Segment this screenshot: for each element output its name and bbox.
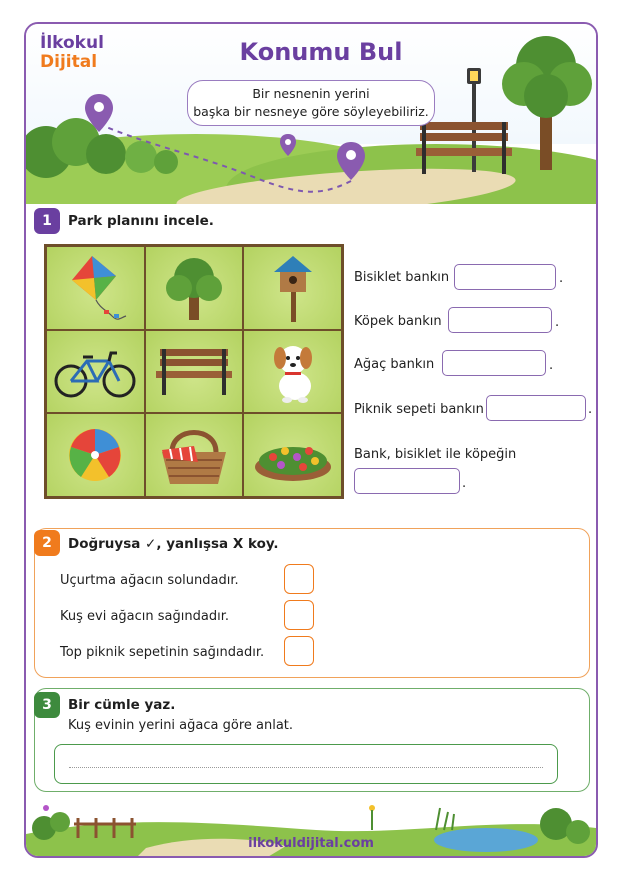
question4-end: .	[588, 402, 593, 417]
question3-text: Ağaç bankın	[354, 357, 435, 372]
question1-end: .	[559, 271, 564, 286]
statement2-checkbox[interactable]	[284, 600, 314, 630]
section1-title: Park planını incele.	[68, 213, 214, 229]
section3-prompt: Kuş evinin yerini ağaca göre anlat.	[68, 718, 294, 733]
page-title: Konumu Bul	[239, 38, 403, 66]
worksheet-page	[24, 22, 598, 858]
question5-text: Bank, bisiklet ile köpeğin	[354, 447, 517, 462]
grid-cell-kite	[46, 246, 145, 330]
grid-cell-birdhouse	[243, 246, 342, 330]
grid-cell-bicycle	[46, 330, 145, 414]
grid-cell-dog	[243, 330, 342, 414]
intro-bubble	[187, 80, 435, 126]
question4-text: Piknik sepeti bankın	[354, 402, 484, 417]
statement1: Uçurtma ağacın solundadır.	[60, 573, 239, 588]
statement1-checkbox[interactable]	[284, 564, 314, 594]
brand-line1: İlkokul	[40, 33, 104, 53]
bench-icon	[154, 343, 234, 399]
question5-end: .	[462, 476, 467, 491]
answer3-field[interactable]	[442, 350, 546, 376]
tree-icon	[159, 252, 229, 324]
statement3: Top piknik sepetinin sağındadır.	[60, 645, 265, 660]
question2-text: Köpek bankın	[354, 314, 442, 329]
bicycle-icon	[53, 341, 137, 401]
question2-end: .	[555, 315, 560, 330]
picnic-basket-icon	[154, 422, 234, 488]
grid-cell-bench	[145, 330, 244, 414]
question1-text: Bisiklet bankın	[354, 270, 450, 285]
bench-header-icon	[414, 118, 514, 178]
section3-title: Bir cümle yaz.	[68, 697, 176, 713]
dog-icon	[261, 336, 325, 406]
grid-cell-tree	[145, 246, 244, 330]
question3-end: .	[549, 358, 554, 373]
section1-number: 1	[34, 208, 60, 234]
answer4-field[interactable]	[486, 395, 586, 421]
section2-title: Doğruysa ✓, yanlışsa X koy.	[68, 536, 279, 552]
footer-website[interactable]: ilkokuldijital.com	[248, 836, 374, 851]
section2-number: 2	[34, 530, 60, 556]
kite-icon	[60, 252, 130, 324]
park-grid	[44, 244, 344, 499]
writing-line	[69, 767, 543, 768]
statement3-checkbox[interactable]	[284, 636, 314, 666]
intro-line1: Bir nesnenin yerini	[252, 86, 370, 101]
flower-bed-icon	[251, 425, 335, 485]
answer2-field[interactable]	[448, 307, 552, 333]
section3-number: 3	[34, 692, 60, 718]
grid-cell-flower-bed	[243, 413, 342, 497]
brand-logo	[40, 34, 104, 72]
park-footer-illustration	[26, 794, 596, 858]
answer5-field[interactable]	[354, 468, 460, 494]
grid-cell-picnic-basket	[145, 413, 244, 497]
intro-line2: başka bir nesneye göre söyleyebiliriz.	[193, 104, 429, 119]
birdhouse-icon	[258, 252, 328, 324]
beach-ball-icon	[63, 423, 127, 487]
statement2: Kuş evi ağacın sağındadır.	[60, 609, 229, 624]
park-header-illustration	[26, 24, 596, 204]
brand-line2: Dijital	[40, 52, 98, 72]
answer1-field[interactable]	[454, 264, 556, 290]
sentence-writing-field[interactable]	[54, 744, 558, 784]
grid-cell-ball	[46, 413, 145, 497]
